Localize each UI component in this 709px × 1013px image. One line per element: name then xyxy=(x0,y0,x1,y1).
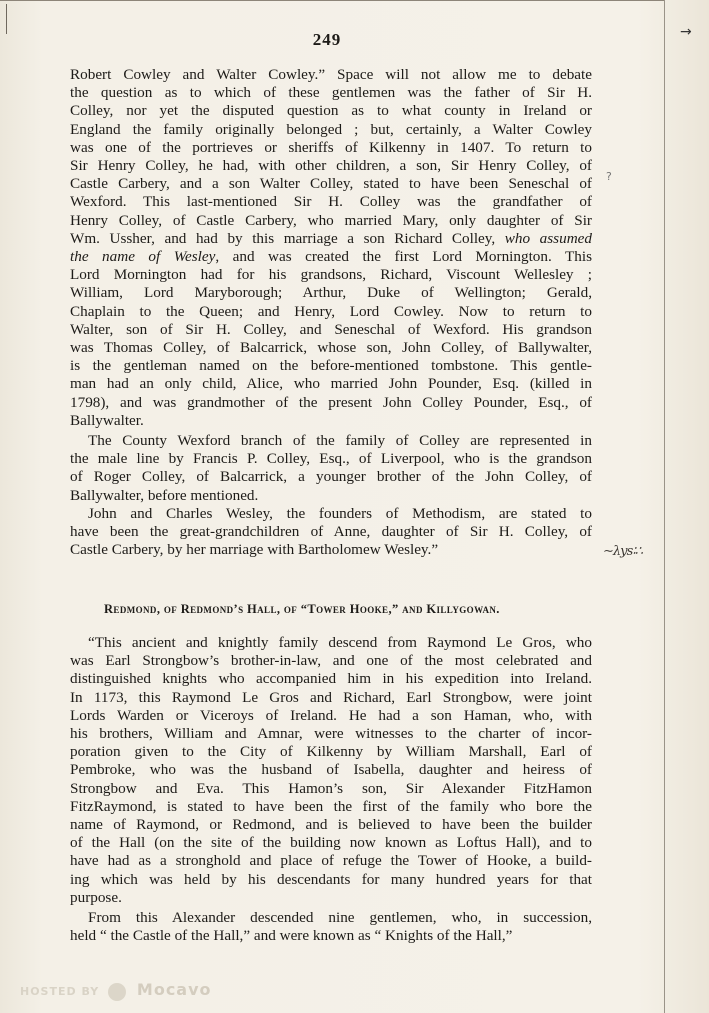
text-line: his brothers, William and Amnar, were witnesses to the charter of incor- xyxy=(70,725,592,743)
text-line: John and Charles Wesley, the founders of Methodism, are stated to xyxy=(88,505,592,522)
right-border-rule xyxy=(664,0,665,1013)
paragraph-wexford-branch xyxy=(70,432,592,505)
margin-query-mark: ? xyxy=(606,170,612,183)
italic-phrase: who assumed xyxy=(495,229,592,247)
text-line: was Earl Strongbow’s brother-in-law, and one of the most celebrated and xyxy=(70,652,592,670)
text-line: Wexford. This last-mentioned Sir H. Colley was the grandfather of xyxy=(70,193,592,211)
text-line: Ballywalter. xyxy=(70,411,144,429)
text-line: the question as to which of these gentlemen was the father of Sir H. xyxy=(70,84,592,102)
handwritten-margin-note: ∼λуѕ∶∴ xyxy=(603,544,642,559)
text-line: Walter, son of Sir H. Colley, and Seneschal of Wexford. His grandson xyxy=(70,320,592,338)
text-line: Henry Colley, of Castle Carbery, who married Mary, only daughter of Sir xyxy=(70,211,592,229)
watermark-prefix: HOSTED BY xyxy=(20,985,100,998)
text-line: of Roger Colley, of Balcarrick, a younger brother of the John Colley, of xyxy=(70,468,592,486)
page-number: 249 xyxy=(312,30,342,49)
text-line: poration given to the City of Kilkenny by William Marshall, Earl of xyxy=(70,743,592,761)
text-line: was one of the portrieves or sheriffs of Kilkenny in 1407. To return to xyxy=(70,138,592,156)
text-line: “This ancient and knightly family descend from Raymond Le Gros, who xyxy=(88,634,592,651)
watermark xyxy=(20,980,212,1001)
watermark-brand: Mocavo xyxy=(136,980,212,999)
text-line: Castle Carbery, and a son Walter Colley, stated to have been Seneschal of xyxy=(70,175,592,193)
text-line: distinguished knights who accompanied him in his expedition into Ireland. xyxy=(70,670,592,688)
text-line: purpose. xyxy=(70,888,122,906)
text-line: Chaplain to the Queen; and Henry, Lord Cowley. Now to return to xyxy=(70,302,592,320)
paragraph-knights-of-hall xyxy=(70,909,592,945)
text-line: Robert Cowley and Walter Cowley.” Space will not allow me to debate xyxy=(70,66,592,83)
text-line: Colley, nor yet the disputed question as to what county in Ireland or xyxy=(70,102,592,120)
text-line: man had an only child, Alice, who married John Pounder, Esq. (killed in xyxy=(70,375,592,393)
top-border-rule xyxy=(0,0,664,4)
text-line: From this Alexander descended nine gentlemen, who, in succession, xyxy=(88,909,592,926)
text-line: 1798), and was grandmother of the present John Colley Pounder, Esq., of xyxy=(70,393,592,411)
text-line: the name of Wesley, and was created the first Lord Mornington. This xyxy=(70,248,592,266)
text-line: Ballywalter, before mentioned. xyxy=(70,486,259,504)
section-heading-redmond: Redmond, of Redmond’s Hall, of “Tower Hooke,” and Killygowan. xyxy=(104,602,500,616)
text-line: England the family originally belonged ; but, certainly, a Walter Cowley xyxy=(70,120,592,138)
text-line: is the gentleman named on the before-mentioned tombstone. This gentle- xyxy=(70,357,592,375)
text-line: Sir Henry Colley, he had, with other children, a son, Sir Henry Colley, of xyxy=(70,157,592,175)
text-line: Lord Mornington had for his grandsons, Richard, Viscount Wellesley ; xyxy=(70,266,592,284)
text-line: Wm. Ussher, and had by this marriage a son Richard Colley, who assumed xyxy=(70,229,592,247)
text-line: FitzRaymond, is stated to have been the first of the family who bore the xyxy=(70,797,592,815)
text-line: Strongbow and Eva. This Hamon’s son, Sir Alexander FitzHamon xyxy=(70,779,592,797)
text-line: Pembroke, who was the husband of Isabella, daughter and heiress of xyxy=(70,761,592,779)
text-line: The County Wexford branch of the family of Colley are represented in xyxy=(88,432,592,449)
text-line: William, Lord Maryborough; Arthur, Duke of Wellington; Gerald, xyxy=(70,284,592,302)
text-line: Lords Warden or Viceroys of Ireland. He had a son Haman, who, with xyxy=(70,706,592,724)
text-line: the male line by Francis P. Colley, Esq., of Liverpool, who is the grandson xyxy=(70,450,592,468)
paragraph-colley-lineage xyxy=(70,66,592,430)
text-line: name of Raymond, or Redmond, and is believed to have been the builder xyxy=(70,816,592,834)
text-line: was Thomas Colley, of Balcarrick, whose son, John Colley, of Ballywalter, xyxy=(70,339,592,357)
text-line: have had as a stronghold and place of refuge the Tower of Hooke, a build- xyxy=(70,852,592,870)
text-line: of the Hall (on the site of the building now known as Loftus Hall), and to xyxy=(70,834,592,852)
arrow-mark-icon: → xyxy=(680,24,692,40)
paragraph-redmond-history xyxy=(70,634,592,907)
text-line: ing which was held by his descendants for many hundred years for that xyxy=(70,870,592,888)
text-line: In 1173, this Raymond Le Gros and Richard, Earl Strongbow, were joint xyxy=(70,688,592,706)
text-line: Castle Carbery, by her marriage with Bartholomew Wesley.” xyxy=(70,541,439,559)
text-line: held “ the Castle of the Hall,” and were known as “ Knights of the Hall,” xyxy=(70,927,513,945)
text-line: have been the great-grandchildren of Anne, daughter of Sir H. Colley, of xyxy=(70,523,592,541)
mocavo-logo-icon xyxy=(108,983,126,1001)
paragraph-wesley-founders xyxy=(70,505,592,560)
italic-phrase: the name of Wesley xyxy=(70,248,216,266)
